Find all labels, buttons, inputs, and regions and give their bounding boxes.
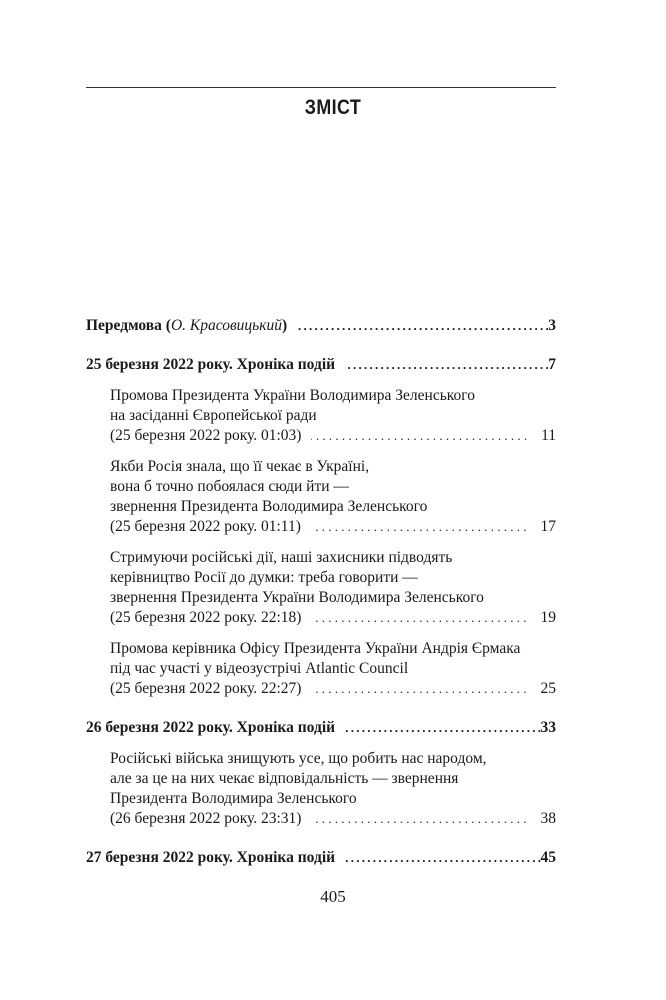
entry-label: 27 березня 2022 року. Хроніка подій (86, 849, 336, 866)
entry-label: 25 березня 2022 року. Хроніка подій (86, 356, 336, 373)
entry-line: Якби Росія знала, що її чекає в Україні, (110, 458, 370, 475)
page-ref: 17 (540, 518, 556, 535)
entry-label: 26 березня 2022 року. Хроніка подій (86, 719, 336, 736)
page-ref: 33 (540, 719, 556, 736)
page-ref: 25 (540, 680, 556, 697)
toc-entry[interactable] (86, 749, 556, 829)
dot-leader (345, 355, 548, 375)
page-number: 405 (320, 887, 346, 906)
entry-date: (25 березня 2022 року. 22:18) (110, 609, 302, 626)
page-ref: 11 (541, 427, 556, 444)
dot-leader (297, 316, 548, 336)
dot-leader (311, 608, 526, 628)
page-ref: 45 (540, 849, 556, 866)
dot-leader (345, 718, 540, 738)
entry-line: Президента Володимира Зеленського (110, 790, 357, 807)
entry-line: вона б точно побоялася сюди йти — (110, 478, 349, 495)
entry-date: (26 березня 2022 року. 23:31) (110, 810, 302, 827)
entry-line: звернення Президента Володимира Зеленського (110, 498, 428, 515)
table-of-contents (86, 316, 556, 868)
entry-line: Стримуючи російські дії, наші захисники підводять (110, 549, 453, 566)
dot-leader (311, 809, 526, 829)
page-ref: 7 (548, 356, 556, 373)
toc-entry[interactable] (86, 457, 556, 537)
entry-line: керівництво Росії до думки: треба говорити — (110, 569, 418, 586)
entry-author: О. Красовицький (170, 317, 282, 334)
entry-line: звернення Президента України Володимира Зеленського (110, 589, 484, 606)
entry-line: Російські війська знищують усе, що робить нас народом, (110, 750, 487, 767)
dot-leader (311, 426, 527, 446)
header-rule (86, 87, 556, 88)
entry-line: на засіданні Європейської ради (110, 407, 317, 424)
entry-date: (25 березня 2022 року. 22:27) (110, 680, 302, 697)
toc-entry-preface[interactable]: Передмова (О. Красовицький) . . . 3 (86, 316, 556, 336)
entry-date: (25 березня 2022 року. 01:11) (110, 518, 301, 535)
toc-entry-day27[interactable] (86, 848, 556, 868)
toc-entry[interactable] (86, 548, 556, 628)
toc-entry-day25[interactable] (86, 355, 556, 375)
page-ref: 3 (548, 317, 556, 334)
page-title: ЗМІСТ (304, 96, 362, 119)
entry-line: Промова керівника Офісу Президента України Андрія Єрмака (110, 640, 521, 657)
toc-entry-day26[interactable] (86, 718, 556, 738)
entry-line: під час участі у відеозустрічі Atlantic Council (110, 660, 409, 677)
entry-line: але за це на них чекає відповідальність — звернення (110, 770, 459, 787)
entry-date: (25 березня 2022 року. 01:03) (110, 427, 302, 444)
entry-line: Промова Президента України Володимира Зеленського (110, 387, 476, 404)
entry-label: Передмова (86, 317, 162, 334)
page-ref: 38 (540, 810, 556, 827)
dot-leader (345, 848, 540, 868)
dot-leader (311, 679, 526, 699)
toc-entry[interactable] (86, 386, 556, 446)
dot-leader (311, 517, 527, 537)
toc-entry[interactable] (86, 639, 556, 699)
page-ref: 19 (540, 609, 556, 626)
